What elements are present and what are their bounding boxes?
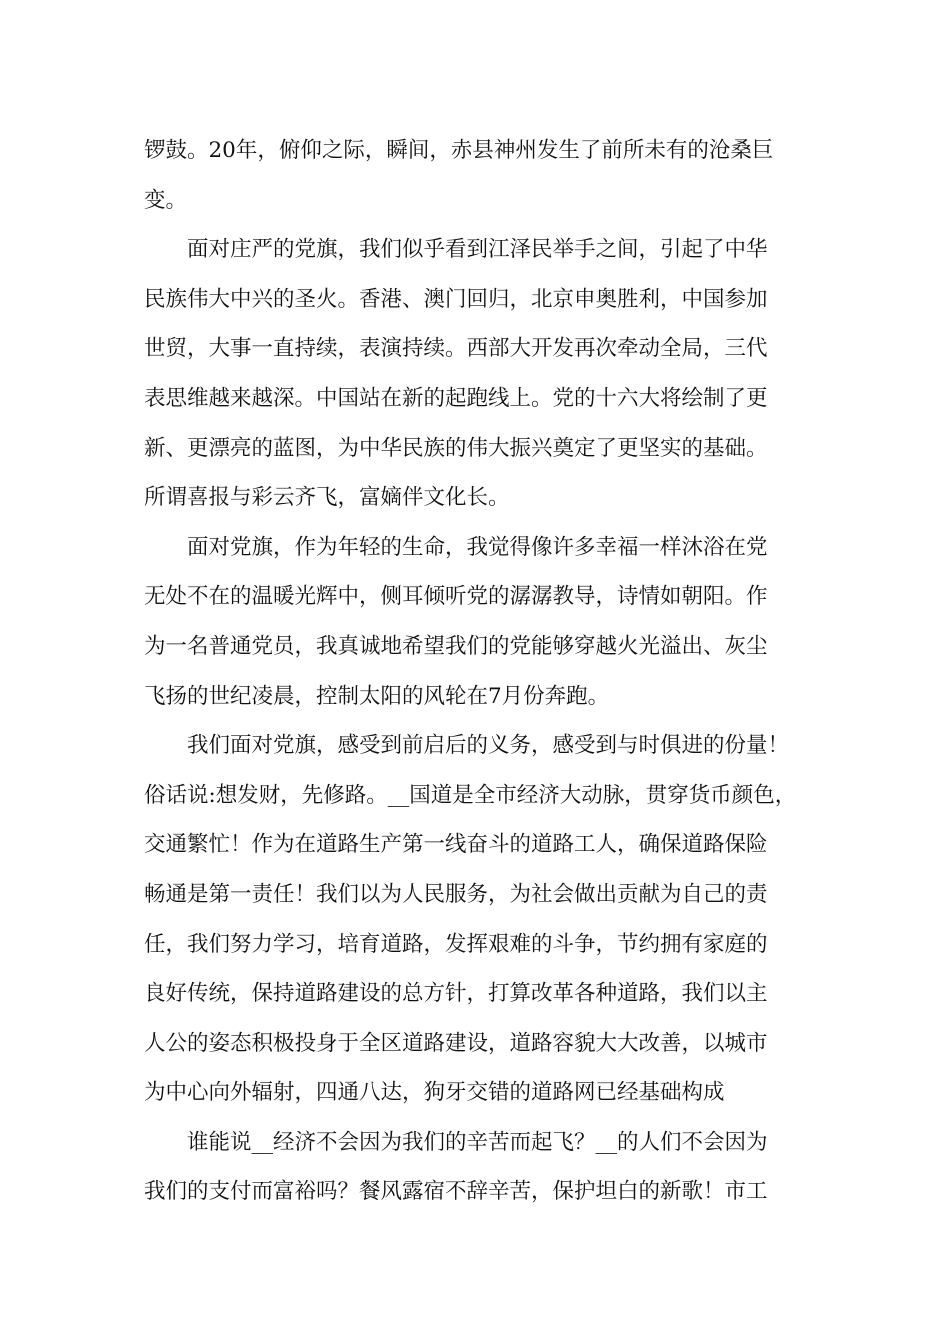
text-line: 良好传统，保持道路建设的总方针，打算改革各种道路，我们以主 bbox=[144, 981, 768, 1007]
text-line: 锣鼓。20年，俯仰之际，瞬间，赤县神州发生了前所未有的沧桑巨 bbox=[144, 138, 774, 163]
text-line: 飞扬的世纪凌晨，控制太阳的风轮在7月份奔跑。 bbox=[144, 683, 610, 709]
paragraph-1 bbox=[144, 126, 834, 225]
text-line: 民族伟大中兴的圣火。香港、澳门回归，北京申奥胜利，中国参加 bbox=[144, 286, 768, 312]
text-line: 交通繁忙！作为在道路生产第一线奋斗的道路工人，确保道路保险 bbox=[144, 832, 768, 858]
text-line: 表思维越来越深。中国站在新的起跑线上。党的十六大将绘制了更 bbox=[144, 385, 768, 411]
paragraph-3 bbox=[144, 523, 834, 721]
paragraph-2 bbox=[144, 225, 834, 523]
text-line: 面对党旗，作为年轻的生命，我觉得像许多幸福一样沐浴在党 bbox=[187, 534, 768, 560]
text-line: 任，我们努力学习，培育道路，发挥艰难的斗争，节约拥有家庭的 bbox=[144, 931, 768, 957]
text-line: 我们的支付而富裕吗？餐风露宿不辞辛苦，保护坦白的新歌！市工 bbox=[144, 1179, 768, 1205]
text-line: 所谓喜报与彩云齐飞，富嫡伴文化长。 bbox=[144, 485, 510, 511]
text-line: 新、更漂亮的蓝图，为中华民族的伟大振兴奠定了更坚实的基础。 bbox=[144, 435, 768, 461]
text-line: 为中心向外辐射，四通八达，狗牙交错的道路网已经基础构成 bbox=[144, 1080, 725, 1106]
text-line: 畅通是第一责任！我们以为人民服务，为社会做出贡献为自己的责 bbox=[144, 881, 768, 907]
text-line: 我们面对党旗，感受到前启后的义务，感受到与时俱进的份量！ bbox=[187, 733, 790, 759]
text-line: 面对庄严的党旗，我们似乎看到江泽民举手之间，引起了中华 bbox=[187, 237, 768, 263]
text-line: 人公的姿态积极投身于全区道路建设，道路容貌大大改善，以城市 bbox=[144, 1030, 768, 1056]
paragraph-4 bbox=[144, 721, 834, 1118]
text-line: 无处不在的温暖光辉中，侧耳倾听党的潺潺教导，诗情如朝阳。作 bbox=[144, 584, 768, 610]
text-line: 世贸，大事一直持续，表演持续。西部大开发再次牵动全局，三代 bbox=[144, 336, 768, 362]
text-line: 谁能说__经济不会因为我们的辛苦而起飞？__的人们不会因为 bbox=[187, 1129, 768, 1155]
body-text bbox=[144, 126, 834, 1217]
text-line: 变。 bbox=[144, 187, 188, 213]
text-line: 俗话说:想发财，先修路。__国道是全市经济大动脉，贯穿货币颜色， bbox=[144, 782, 797, 808]
text-line: 为一名普通党员，我真诚地希望我们的党能够穿越火光溢出、灰尘 bbox=[144, 633, 768, 659]
paragraph-5 bbox=[144, 1118, 834, 1217]
